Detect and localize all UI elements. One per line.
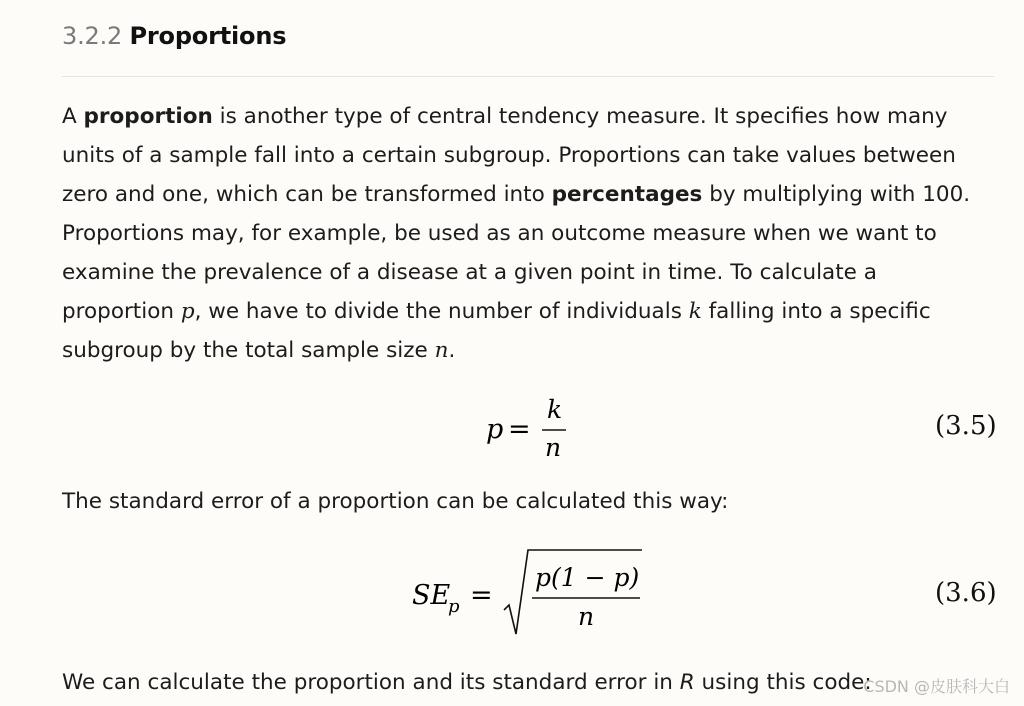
section-title: Proportions — [129, 22, 287, 50]
eq2-subscript: p — [448, 596, 460, 617]
eq2-lhs: SE — [412, 580, 451, 611]
math-variable-n: n — [434, 338, 449, 363]
paragraph-standard-error-intro: The standard error of a proportion can be calculated this way: — [62, 489, 729, 514]
paragraph-proportion-definition — [62, 97, 992, 370]
eq2-numerator: p(1 − p) — [535, 563, 640, 592]
math-variable-p: p — [180, 299, 195, 324]
eq1-equals: = — [508, 414, 531, 445]
equation-standard-error — [410, 548, 670, 640]
watermark: CSDN @皮肤科大白 — [863, 677, 1010, 696]
text-run: using this code: — [694, 670, 872, 695]
text-run: . — [448, 338, 456, 363]
eq1-denominator: n — [545, 433, 562, 462]
equation-proportion — [484, 392, 604, 466]
text-run: is another type of central tendency measure. It specifies how many units of a sample fall into a certain subgroup. Proportions can take values between zero and one, which can be transformed into — [62, 104, 956, 207]
section-number: 3.2.2 — [62, 22, 123, 50]
language-name-r: R — [679, 670, 695, 695]
eq2-denominator: n — [578, 602, 595, 631]
eq2-equals: = — [470, 580, 493, 611]
bold-term-percentages: percentages — [551, 182, 703, 207]
equation-number-3-6: (3.6) — [935, 578, 997, 608]
equation-number-3-5: (3.5) — [935, 411, 997, 441]
text-run: We can calculate the proportion and its standard error in — [62, 670, 680, 695]
eq1-numerator: k — [547, 395, 563, 424]
text-run: falling into a specific subgroup by the total sample size — [62, 299, 931, 363]
text-run: A — [62, 104, 84, 129]
bold-term-proportion: proportion — [83, 104, 213, 129]
section-heading — [62, 18, 286, 54]
math-variable-k: k — [688, 299, 702, 324]
paragraph-code-intro — [62, 663, 992, 702]
eq1-lhs: p — [486, 414, 504, 445]
text-run: , we have to divide the number of individuals — [194, 299, 689, 324]
text-run: by multiplying with 100. Proportions may, for example, be used as an outcome measure when we want to examine the prevalence of a disease at a given point in time. To calculate a proportion — [62, 182, 971, 324]
heading-divider — [62, 76, 994, 77]
